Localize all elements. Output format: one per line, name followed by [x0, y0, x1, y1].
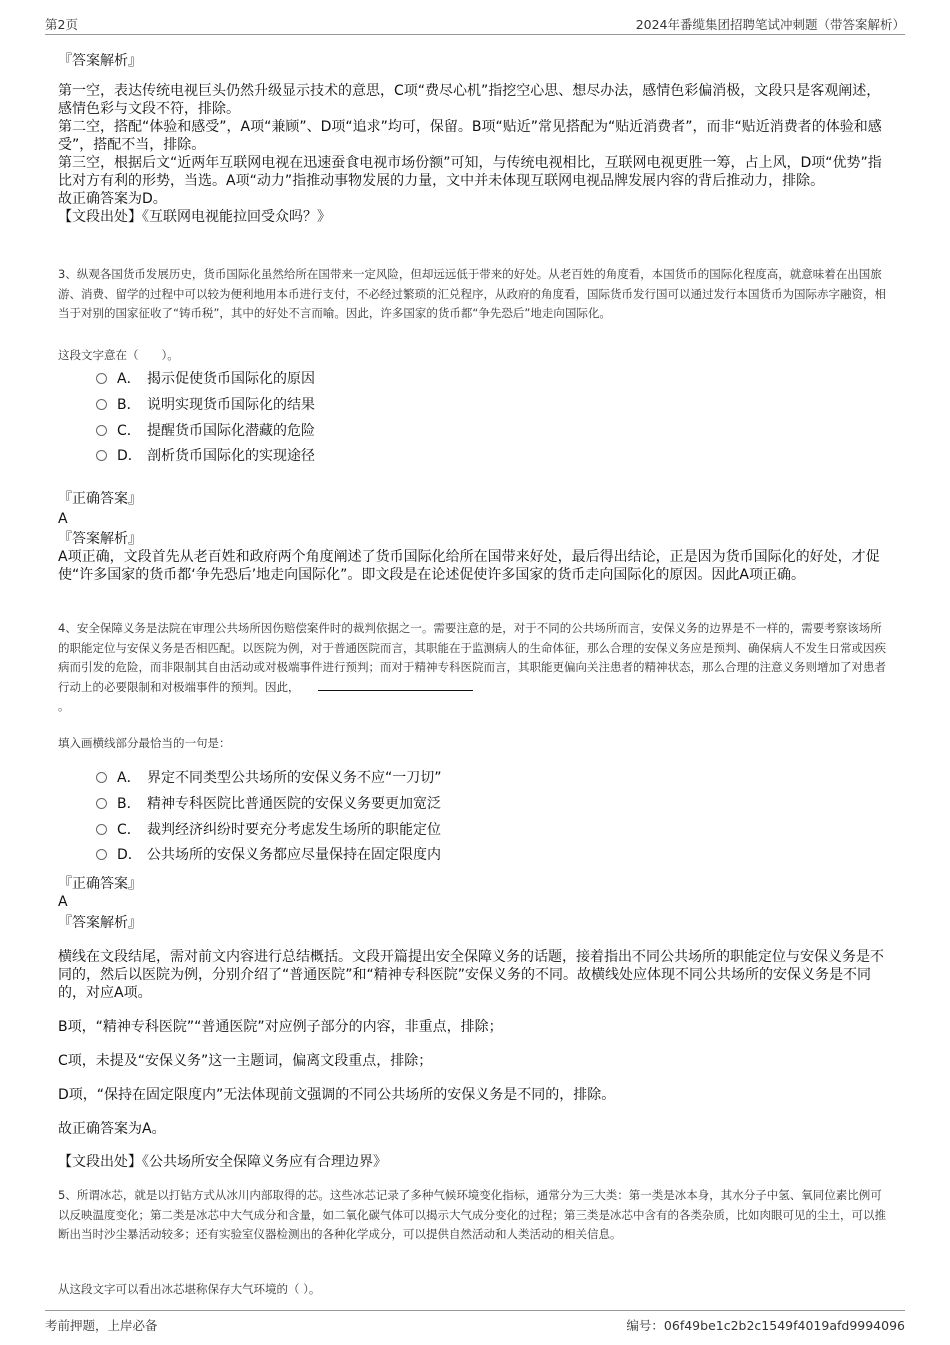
document-title: 2024年番缆集团招聘笔试冲刺题（带答案解析）	[635, 17, 905, 32]
q4-analysis-p4: D项，“保持在固定限度内”无法体现前文强调的不同公共场所的安保义务是不同的，排除。	[58, 1087, 616, 1103]
q3-analysis: A项正确，文段首先从老百姓和政府两个角度阐述了货币国际化给所在国带来好处，最后得出结论，正是因为货币国际化的好处，才促使“许多国家的货币都‘争先恐后’地走向国际化”。即文段是在论述促使许多国家的货币走向国际化的原因。因此A项正确。	[58, 549, 880, 583]
option-letter: B．	[117, 796, 141, 812]
page-footer	[45, 1310, 905, 1337]
q2-analysis	[58, 82, 890, 226]
q4-source: 【文段出处】《公共场所安全保障义务应有合理边界》	[58, 1154, 387, 1170]
radio-icon[interactable]	[96, 798, 107, 809]
q3-analysis-title: 『答案解析』	[58, 531, 142, 547]
radio-icon[interactable]	[96, 450, 107, 461]
option-text: 裁判经济纠纷时要充分考虑发生场所的职能定位	[147, 822, 441, 838]
q3-answer: A	[58, 511, 68, 527]
page-number: 第2页	[45, 17, 78, 32]
q4-analysis-title: 『答案解析』	[58, 915, 142, 931]
q2-analysis-p1: 第一空，表达传统电视巨头仍然升级显示技术的意思，C项“费尽心机”指挖空心思、想尽办法，感情色彩偏消极，文段只是客观阐述，感情色彩与文段不符，排除。	[58, 83, 881, 117]
option-text: 揭示促使货币国际化的原因	[147, 371, 315, 387]
option-text: 说明实现货币国际化的结果	[147, 397, 315, 413]
option-letter: A．	[117, 371, 141, 387]
q4-answer: A	[58, 894, 68, 910]
radio-icon[interactable]	[96, 849, 107, 860]
q2-analysis-p2: 第二空，搭配“体验和感受”，A项“兼顾”、D项“追求”均可，保留。B项“贴近”常见搭配为“贴近消费者”，而非“贴近消费者的体验和感受”，搭配不当，排除。	[58, 119, 882, 153]
option-letter: D．	[117, 847, 142, 863]
q2-analysis-p3: 第三空，根据后文“近两年互联网电视在迅速蚕食电视市场份额”可知，与传统电视相比，互联网电视更胜一筹，占上风，D项“优势”指比对方有利的形势，当选。A项“动力”指推动事物发展的力量，文中并未体现互联网电视品牌发展内容的背后推动力，排除。	[58, 155, 882, 189]
q2-source: 【文段出处】《互联网电视能拉回受众吗？》	[58, 209, 331, 225]
option-letter: C．	[117, 423, 141, 439]
q4-analysis-p1: 横线在文段结尾，需对前文内容进行总结概括。文段开篇提出安全保障义务的话题，接着指出不同公共场所的职能定位与安保义务是不同的，然后以医院为例，分别介绍了“普通医院”和“精神专科医院”安保义务的不同。故横线处应体现不同公共场所的安保义务是不同的，对应A项。	[58, 949, 884, 1001]
q2-analysis-p4: 故正确答案为D。	[58, 191, 167, 207]
footer-slogan: 考前押题，上岸必备	[45, 1318, 158, 1333]
document-id: 编号：06f49be1c2b2c1549f4019afd9994096	[626, 1318, 905, 1333]
q4-stem-end: 。	[58, 699, 70, 713]
q5-question: 从这段文字可以看出冰芯堪称保存大气环境的（ ）。	[58, 1282, 321, 1296]
q3-option-a[interactable]	[96, 369, 315, 389]
q4-option-a[interactable]	[96, 768, 442, 788]
q3-stem: 3、纵观各国货币发展历史，货币国际化虽然给所在国带来一定风险，但却远远低于带来的好处。从老百姓的角度看，本国货币的国际化程度高，就意味着在出国旅游、消费、留学的过程中可以较为便利地用本币进行支付，不必经过繁琐的汇兑程序，从政府的角度看，国际货币发行国可以通过发行本国货币为国际赤字融资，相当于对别的国家征收了“铸币税”，其中的好处不言而喻。因此，许多国家的货币都“争先恐后”地走向国际化。	[58, 267, 886, 320]
q3-option-d[interactable]	[96, 446, 315, 466]
option-text: 剖析货币国际化的实现途径	[147, 448, 315, 464]
q4-option-d[interactable]	[96, 845, 441, 865]
page-header	[45, 12, 905, 35]
option-text: 精神专科医院比普通医院的安保义务要更加宽泛	[147, 796, 441, 812]
radio-icon[interactable]	[96, 373, 107, 384]
q3-question: 这段文字意在（ ）。	[58, 348, 179, 362]
radio-icon[interactable]	[96, 772, 107, 783]
q4-option-b[interactable]	[96, 794, 441, 814]
option-letter: C．	[117, 822, 141, 838]
q2-analysis-title: 『答案解析』	[58, 53, 142, 69]
q4-answer-title: 『正确答案』	[58, 876, 142, 892]
option-text: 提醒货币国际化潜藏的危险	[147, 423, 315, 439]
radio-icon[interactable]	[96, 824, 107, 835]
q3-answer-title: 『正确答案』	[58, 491, 142, 507]
option-letter: A．	[117, 770, 141, 786]
radio-icon[interactable]	[96, 399, 107, 410]
option-text: 公共场所的安保义务都应尽量保持在固定限度内	[147, 847, 441, 863]
fill-blank	[318, 678, 473, 691]
q4-option-c[interactable]	[96, 820, 441, 840]
q4-stem-text: 4、安全保障义务是法院在审理公共场所因伤赔偿案件时的裁判依据之一。需要注意的是，对于不同的公共场所而言，安保义务的边界是不一样的，需要考察该场所的职能定位与安保义务是否相匹配。以医院为例，对于普通医院而言，其职能在于监测病人的生命体征，那么合理的安保义务应是预判、确保病人不发生日常或因疾病而引发的危险，而非限制其自由活动或对极端事件进行预判；而对于精神专科医院而言，其职能更偏向关注患者的精神状态，那么合理的注意义务则增加了对患者行动上的必要限制和对极端事件的预判。因此，	[58, 621, 886, 694]
q4-question: 填入画横线部分最恰当的一句是：	[58, 736, 231, 750]
q3-option-b[interactable]	[96, 395, 315, 415]
q4-analysis-p3: C项，未提及“安保义务”这一主题词，偏离文段重点，排除；	[58, 1053, 433, 1069]
q4-analysis-p2: B项，“精神专科医院”“普通医院”对应例子部分的内容，非重点，排除；	[58, 1019, 503, 1035]
radio-icon[interactable]	[96, 425, 107, 436]
q4-stem	[58, 619, 890, 717]
option-letter: D．	[117, 448, 142, 464]
option-letter: B．	[117, 397, 141, 413]
q4-analysis-p5: 故正确答案为A。	[58, 1121, 166, 1137]
q5-stem: 5、所谓冰芯，就是以打钻方式从冰川内部取得的芯。这些冰芯记录了多种气候环境变化指标，通常分为三大类：第一类是冰本身，其水分子中氢、氧同位素比例可以反映温度变化；第二类是冰芯中大气成分和含量，如二氧化碳气体可以揭示大气成分变化的过程；第三类是冰芯中含有的各类杂质，比如肉眼可见的尘土，可以推断出当时沙尘暴活动较多；还有实验室仪器检测出的各种化学成分，可以提供自然活动和人类活动的相关信息。	[58, 1188, 886, 1241]
q3-option-c[interactable]	[96, 421, 315, 441]
option-text: 界定不同类型公共场所的安保义务不应“一刀切”	[147, 770, 442, 786]
